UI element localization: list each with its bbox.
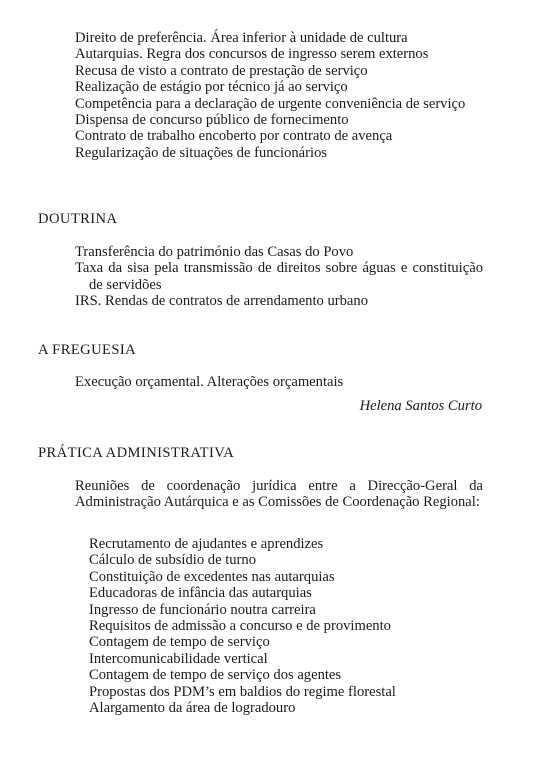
section-heading-freguesia: A FREGUESIA bbox=[38, 342, 137, 358]
list-item: Direito de preferência. Área inferior à unidade de cultura bbox=[75, 30, 408, 46]
list-item: Educadoras de infância das autarquias bbox=[89, 585, 312, 602]
list-item: Regularização de situações de funcionários bbox=[75, 144, 328, 161]
doutrina-list bbox=[75, 244, 483, 310]
freguesia-list bbox=[75, 374, 483, 390]
list-item: Contagem de tempo de serviço bbox=[89, 634, 270, 651]
list-item: Autarquias. Regra dos concursos de ingresso serem externos bbox=[75, 46, 429, 63]
list-item: Dispensa de concurso público de fornecimento bbox=[75, 112, 349, 129]
list-item: Execução orçamental. Alterações orçamentais bbox=[75, 374, 344, 390]
jurisprudence-list bbox=[75, 30, 483, 161]
section-heading-doutrina: DOUTRINA bbox=[38, 211, 118, 227]
pratica-intro: Reuniões de coordenação jurídica entre a Direcção-Geral da Administração Autárquica e as Comissões de Coordenação Regional: bbox=[75, 478, 483, 511]
author-name: Helena Santos Curto bbox=[359, 398, 482, 414]
list-item: Contagem de tempo de serviço dos agentes bbox=[89, 667, 342, 684]
list-item: Cálculo de subsídio de turno bbox=[89, 552, 256, 569]
list-item: Ingresso de funcionário noutra carreira bbox=[89, 601, 316, 618]
list-item: Propostas dos PDM’s em baldios do regime florestal bbox=[89, 683, 396, 700]
pratica-list bbox=[89, 536, 483, 716]
list-item: Recusa de visto a contrato de prestação de serviço bbox=[75, 62, 368, 79]
list-item: Taxa da sisa pela transmissão de direitos sobre águas e constituição de servidões bbox=[75, 260, 483, 293]
list-item: Competência para a declaração de urgente conveniência de serviço bbox=[75, 95, 466, 112]
list-item: Requisitos de admissão a concurso e de provimento bbox=[89, 618, 391, 635]
list-item: Contrato de trabalho encoberto por contrato de avença bbox=[75, 128, 393, 145]
list-item: Alargamento da área de logradouro bbox=[89, 700, 296, 717]
section-heading-pratica: PRÁTICA ADMINISTRATIVA bbox=[38, 445, 235, 461]
list-item: Transferência do património das Casas do Povo bbox=[75, 244, 354, 260]
list-item: Intercomunicabilidade vertical bbox=[89, 650, 268, 667]
list-item: Constituição de excedentes nas autarquias bbox=[89, 568, 335, 585]
list-item: Recrutamento de ajudantes e aprendizes bbox=[89, 536, 324, 552]
list-item: Realização de estágio por técnico já ao serviço bbox=[75, 79, 348, 96]
list-item: IRS. Rendas de contratos de arrendamento urbano bbox=[75, 293, 369, 310]
